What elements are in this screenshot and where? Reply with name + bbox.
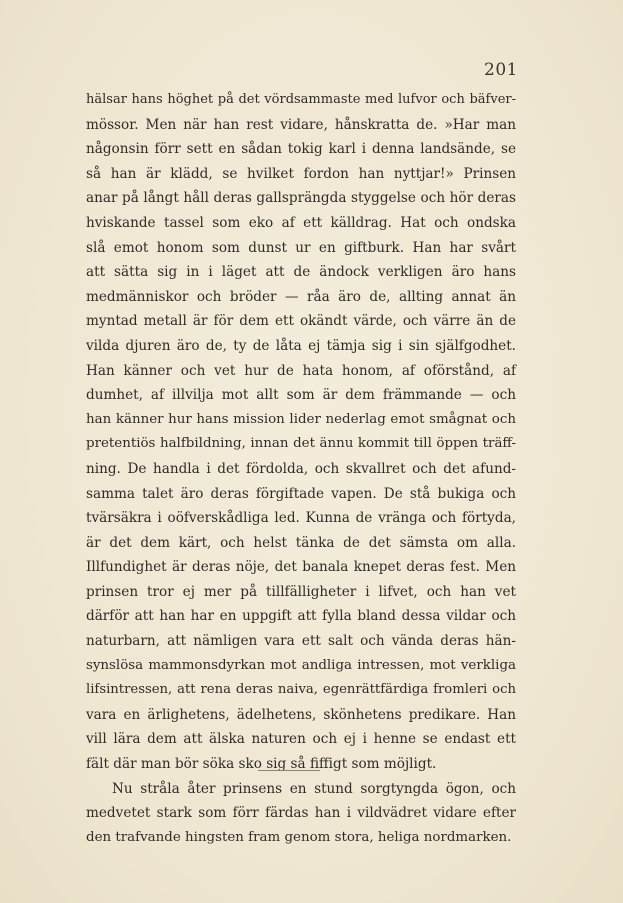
text-line: samma talet äro deras förgiftade vapen. De stå bukiga och [86,485,516,502]
text-line: hälsar hans höghet på det vördsammaste med lufvor och bäfver- [86,92,516,107]
section-end-rule [258,770,320,771]
body-text [86,88,516,850]
text-line: slå emot honom som dunst ur en giftburk. Han har svårt [86,239,516,256]
text-line: hviskande tassel som eko af ett källdrag. Hat och ondska [86,214,516,231]
text-line: någonsin förr sett en sådan tokig karl i denna landsände, se [86,141,516,158]
text-line: Illfundighet är deras nöje, det banala knepet deras fest. Men [86,559,516,576]
text-line: myntad metall är för dem ett okändt värde, och värre än de [86,313,516,330]
text-line: tvärsäkra i oöfverskådliga led. Kunna de vränga och förtyda, [86,510,516,527]
text-line: ning. De handla i det fördolda, och skvallret och det afund- [86,460,516,477]
text-line: medvetet stark som förr färdas han i vildvädret vidare efter [86,805,516,822]
text-line: den trafvande hingsten fram genom stora, heliga nordmarken. [86,829,512,845]
text-line: lifsintressen, att rena deras naiva, egenrättfärdiga fromleri och [86,682,516,698]
text-line: naturbarn, att nämligen vara ett salt och vända deras hän- [86,633,516,650]
page-number: 201 [484,60,518,80]
text-line: vara en ärlighetens, ädelhetens, skönhetens predikare. Han [86,706,516,723]
text-line: synslösa mammonsdyrkan mot andliga intressen, mot verkliga [86,657,516,673]
text-line: vilda djuren äro de, ty de låta ej tämja sig i sin själfgodhet. [86,337,516,354]
text-line: prinsen tror ej mer på tillfälligheter i lifvet, och han vet [86,583,516,600]
text-line: pretentiös halfbildning, innan det ännu kommit till öppen träff- [86,436,516,452]
text-line: att sätta sig in i läget att de ändock verkligen äro hans [86,264,516,281]
text-line: därför att han har en uppgift att fylla bland dessa vildar och [86,608,516,625]
text-line: är det dem kärt, och helst tänka de det sämsta om alla. [86,534,516,551]
text-line: fält där man bör söka sko sig så fiffigt som möjligt. [86,756,437,773]
text-line: dumhet, af illvilja mot allt som är dem främmande — och [86,387,516,404]
text-line: så han är klädd, se hvilket fordon han nyttjar!» Prinsen [86,165,516,182]
text-line: mössor. Men när han rest vidare, hånskratta de. »Har man [86,116,516,133]
text-line: Nu stråla åter prinsens en stund sorgtyngda ögon, och [112,780,516,797]
text-line: Han känner och vet hur de hata honom, af oförstånd, af [86,362,516,379]
text-line: han känner hur hans mission lider nederlag emot smågnat och [86,411,516,427]
text-line: medmänniskor och bröder — råa äro de, allting annat än [86,288,516,305]
text-line: anar på långt håll deras gallsprängda styggelse och hör deras [86,190,516,207]
text-line: vill lära dem att älska naturen och ej i henne se endast ett [86,731,516,748]
